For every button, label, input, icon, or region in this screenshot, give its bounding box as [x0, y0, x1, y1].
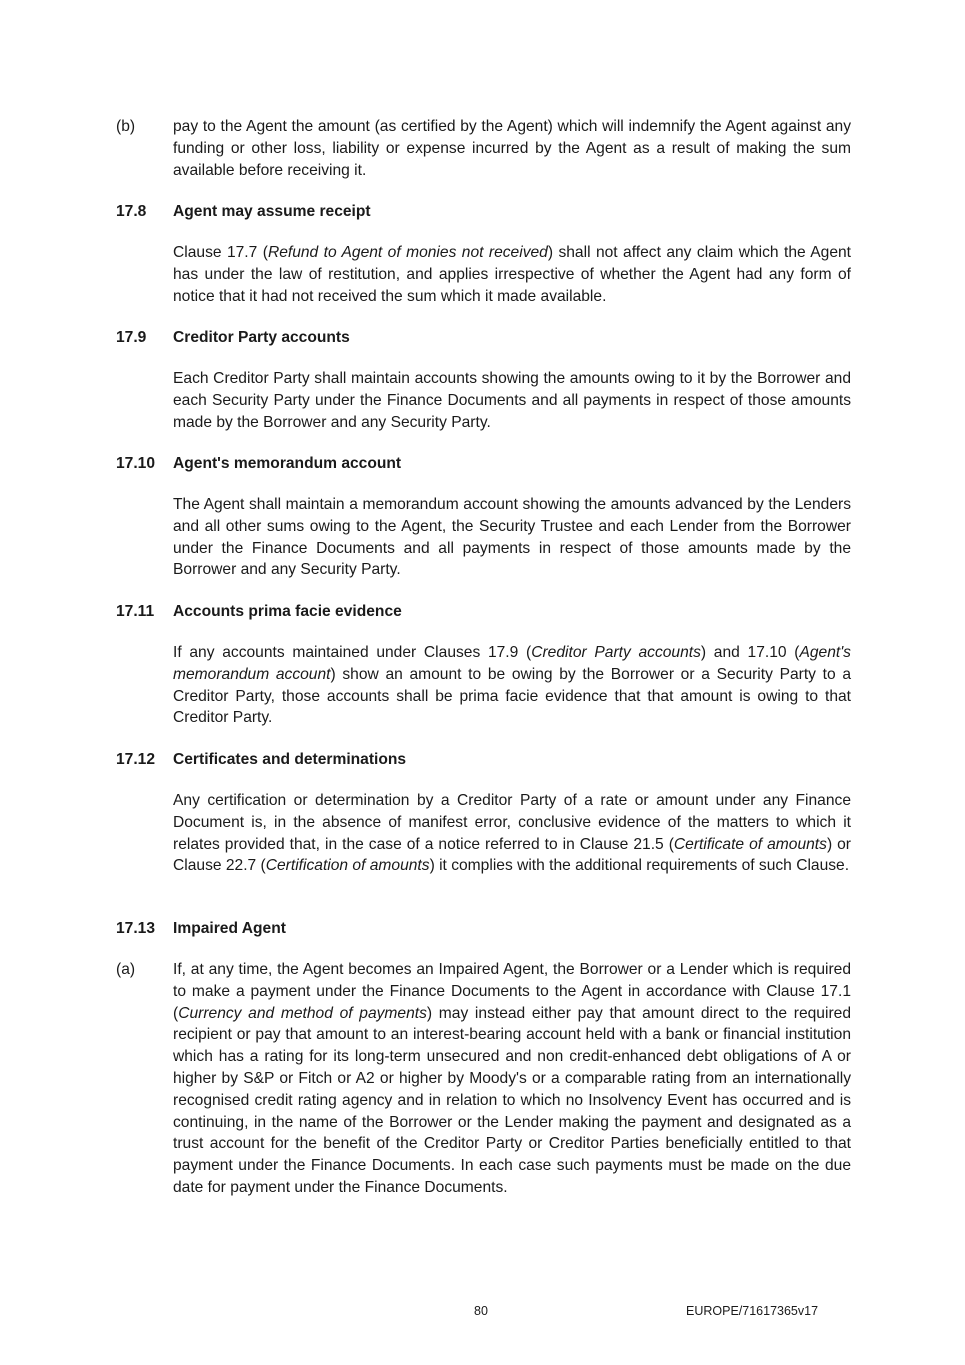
page-number: 80 [474, 1304, 488, 1318]
clause-reference: Currency and method of payments [178, 1004, 427, 1022]
clause-reference: Creditor Party accounts [531, 644, 701, 661]
clause-reference: Certification of amounts [265, 857, 430, 875]
section-number-17-8: 17.8 [116, 203, 147, 220]
section-body-17-13: If, at any time, the Agent becomes an Impaired Agent, the Borrower or a Lender which is required to make a payment under the Finance Documents to the Agent in accordance with Clause 17.1 (Currency and method of payments) may instead either pay that amount direct to the required recipient or pay that amount to an interest-bearing account held with a bank or financial institution which has a rating for its long-term unsecured and non credit-enhanced debt obligations of A or higher by S&P or Fitch or A2 or higher by Moody's or a comparable rating from an internationally recognised credit rating agency and in relation to which no Insolvency Event has occurred and is continuing, in the name of the Borrower or the Lender making the payment and designated as a trust account for the benefit of the Creditor Party or Creditor Parties beneficially entitled to that payment under the Finance Documents. In each case such payments must be made on the due date for payment under the Finance Documents. [173, 961, 851, 1196]
item-b-text: pay to the Agent the amount (as certified by the Agent) which will indemnify the Agent against any funding or other loss, liability or expense incurred by the Agent as a result of making the sum available before receiving it. [173, 118, 851, 179]
section-body-17-11: If any accounts maintained under Clauses 17.9 (Creditor Party accounts) and 17.10 (Agent's memorandum account) show an amount to be owing by the Borrower or a Security Party to a Creditor Party, those accounts shall be prima facie evidence that that amount is owing to that Creditor Party. [173, 644, 851, 727]
section-heading-17-8: Agent may assume receipt [173, 203, 371, 220]
section-heading-17-13: Impaired Agent [173, 920, 286, 937]
section-number-17-11: 17.11 [116, 603, 155, 620]
clause-reference: Certificate of amounts [673, 835, 827, 853]
section-body-17-9: Each Creditor Party shall maintain accounts showing the amounts owing to it by the Borrower and each Security Party under the Finance Documents and all payments in respect of those amounts made by the Borrower and any Security Party. [173, 370, 851, 431]
section-heading-17-10: Agent's memorandum account [173, 455, 402, 472]
section-heading-17-12: Certificates and determinations [173, 751, 407, 768]
clause-reference: Agent's memorandum account [173, 644, 851, 683]
item-label-b: (b) [116, 118, 136, 135]
section-number-17-10: 17.10 [116, 455, 156, 472]
section-number-17-13: 17.13 [116, 920, 156, 937]
section-body-17-12: Any certification or determination by a Creditor Party of a rate or amount under any Finance Document is, in the absence of manifest error, conclusive evidence of the matters to which it relates provided that, in the case of a notice referred to in Clause 21.5 (Certificate of amounts) or Clause 22.7 (Certification of amounts) it complies with the additional requirements of such Clause. [173, 792, 851, 875]
section-heading-17-9: Creditor Party accounts [173, 329, 350, 346]
document-reference: EUROPE/71617365v17 [686, 1304, 819, 1318]
section-body-17-8: Clause 17.7 (Refund to Agent of monies not received) shall not affect any claim which the Agent has under the law of restitution, and applies irrespective of whether the Agent had any form of notice that it had not received the sum which it made available. [173, 244, 851, 305]
item-label-a: (a) [116, 961, 136, 978]
section-heading-17-11: Accounts prima facie evidence [173, 603, 402, 620]
section-number-17-9: 17.9 [116, 329, 147, 346]
clause-reference: Refund to Agent of monies not received [267, 244, 548, 261]
section-body-17-10: The Agent shall maintain a memorandum account showing the amounts advanced by the Lenders and all other sums owing to the Agent, the Security Trustee and each Lender from the Borrower under the Finance Documents and all payments in respect of those amounts made by the Borrower and any Security Party. [173, 496, 851, 579]
section-number-17-12: 17.12 [116, 751, 156, 768]
